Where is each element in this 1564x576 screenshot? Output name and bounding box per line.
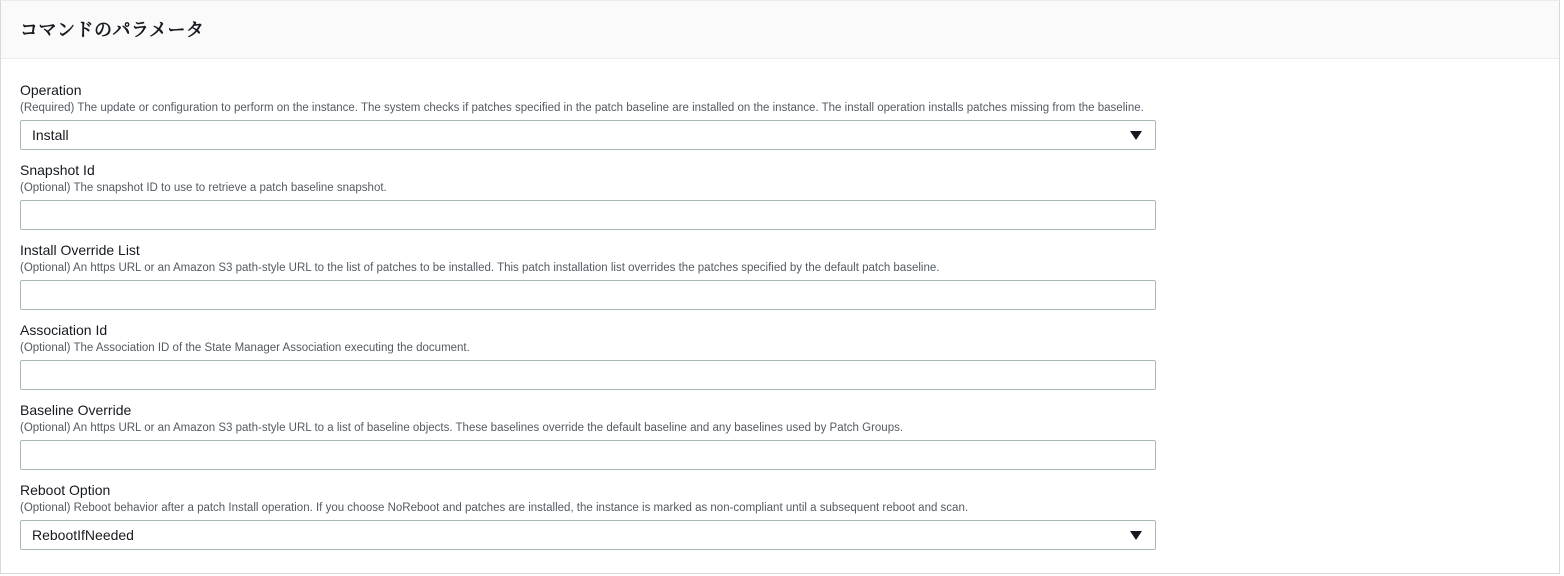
- association-id-input[interactable]: [21, 361, 1155, 389]
- install-override-list-description: (Optional) An https URL or an Amazon S3 path-style URL to the list of patches to be installed. This patch installation list overrides the patches specified by the default patch baseline.: [20, 262, 940, 274]
- snapshot-id-label: Snapshot Id: [20, 162, 95, 178]
- baseline-override-input[interactable]: [21, 441, 1155, 469]
- baseline-override-input-box: [20, 440, 1156, 470]
- snapshot-id-field: [20, 162, 1156, 230]
- association-id-field: [20, 322, 1156, 390]
- association-id-input-box: [20, 360, 1156, 390]
- operation-field: [20, 82, 1156, 150]
- page-edge: [1560, 0, 1564, 576]
- baseline-override-field: [20, 402, 1156, 470]
- panel-title: コマンドのパラメータ: [20, 19, 205, 40]
- operation-label: Operation: [20, 82, 82, 98]
- reboot-option-label: Reboot Option: [20, 482, 111, 498]
- caret-down-icon: [1130, 131, 1142, 140]
- snapshot-id-input[interactable]: [21, 201, 1155, 229]
- operation-description: (Required) The update or configuration to perform on the instance. The system checks if patches specified in the patch baseline are installed on the instance. The install operation installs patches missing from the baseline.: [20, 102, 1144, 114]
- association-id-description: (Optional) The Association ID of the State Manager Association executing the document.: [20, 342, 470, 354]
- operation-select[interactable]: [20, 120, 1156, 150]
- install-override-list-input-box: [20, 280, 1156, 310]
- install-override-list-field: [20, 242, 1156, 310]
- reboot-option-field: [20, 482, 1156, 550]
- reboot-option-selected-value: RebootIfNeeded: [32, 527, 134, 543]
- association-id-label: Association Id: [20, 322, 108, 338]
- baseline-override-description: (Optional) An https URL or an Amazon S3 path-style URL to a list of baseline objects. These baselines override the default baseline and any baselines used by Patch Groups.: [20, 422, 904, 434]
- install-override-list-input[interactable]: [21, 281, 1155, 309]
- panel-header: [1, 1, 1559, 59]
- baseline-override-label: Baseline Override: [20, 402, 132, 418]
- caret-down-icon: [1130, 531, 1142, 540]
- reboot-option-description: (Optional) Reboot behavior after a patch Install operation. If you choose NoReboot and patches are installed, the instance is marked as non-compliant until a subsequent reboot and scan.: [20, 502, 969, 514]
- install-override-list-label: Install Override List: [20, 242, 140, 258]
- operation-selected-value: Install: [32, 127, 69, 143]
- reboot-option-select[interactable]: [20, 520, 1156, 550]
- snapshot-id-input-box: [20, 200, 1156, 230]
- snapshot-id-description: (Optional) The snapshot ID to use to retrieve a patch baseline snapshot.: [20, 182, 387, 194]
